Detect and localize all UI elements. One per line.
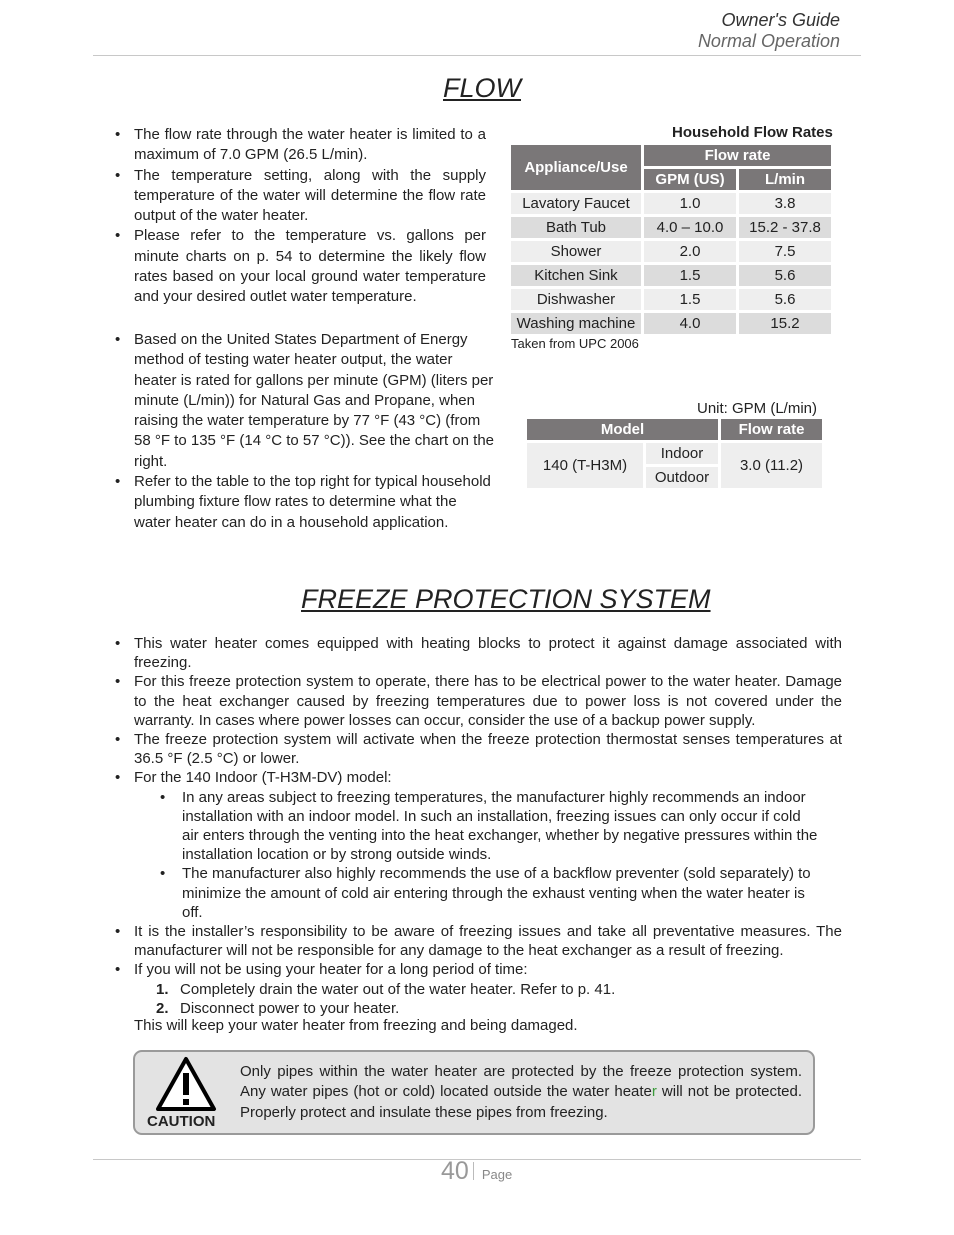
lmin-cell: 5.6 [739, 289, 831, 310]
freeze-step [156, 980, 842, 999]
gpm-cell: 1.5 [644, 265, 736, 286]
flow-bullet-list [112, 125, 486, 308]
freeze-bullet: • The freeze protection system will activate when the freeze protection thermostat senses temperatures at 36.5 °F (2.5 °C) or lower. [112, 730, 842, 768]
flow-bullet: • The temperature setting, along with the supply temperature of the water will determine the flow rate output of the water heater. [112, 166, 486, 227]
freeze-bullet [112, 768, 842, 922]
freeze-bullet: • For this freeze protection system to operate, there has to be electrical power to the water heater. Damage to the heat exchanger caused by freezing temperatures due to power loss is not covered under the warranty. In cases where power losses can occur, consider the use of a backup power supply. [112, 672, 842, 730]
caution-box [133, 1050, 815, 1135]
lmin-cell: 15.2 [739, 313, 831, 334]
freeze-bullet-text: If you will not be using your heater for a long period of time: [134, 961, 528, 979]
freeze-step [156, 999, 842, 1018]
caution-text [240, 1062, 802, 1123]
table-row [511, 265, 831, 286]
freeze-sub-list [158, 788, 818, 922]
table-row [511, 241, 831, 262]
col-header-model: Model [527, 419, 718, 440]
freeze-sub-bullet: • In any areas subject to freezing temperatures, the manufacturer highly recommends an indoor installation with an indoor model. In such an installation, freezing issues can only occur if cold air enters through the venting into the heat exchanger, whether by negative pressures within the installation location or by strong outside winds. [158, 788, 818, 865]
header-guide-title: Owner's Guide [721, 10, 840, 30]
lmin-cell: 15.2 - 37.8 [739, 217, 831, 238]
page-number: 40 [441, 1157, 469, 1185]
freeze-bullet-text: For the 140 Indoor (T-H3M-DV) model: [134, 769, 392, 787]
caution-text-highlight: r [651, 1083, 657, 1101]
step-text: Disconnect power to your heater. [180, 999, 400, 1017]
appliance-cell: Kitchen Sink [511, 265, 641, 286]
caution-text-part: will not be protected. Properly protect and insulate these pipes from freezing. [240, 1083, 802, 1121]
flow-bullet: • Please refer to the temperature vs. gallons per minute charts on p. 54 to determine the likely flow rates based on your local ground water temperature and your desired outlet water temperature. [112, 226, 486, 307]
gpm-cell: 2.0 [644, 241, 736, 262]
col-header-appliance: Appliance/Use [511, 145, 641, 190]
gpm-cell: 1.5 [644, 289, 736, 310]
header-divider [93, 55, 861, 56]
footer-separator [473, 1162, 474, 1180]
gpm-cell: 4.0 [644, 313, 736, 334]
step-number: 1. [156, 980, 169, 998]
gpm-cell: 1.0 [644, 193, 736, 214]
flow-bullet-list-2 [112, 330, 496, 533]
lmin-cell: 5.6 [739, 265, 831, 286]
gpm-cell: 4.0 – 10.0 [644, 217, 736, 238]
caution-label: CAUTION [147, 1113, 216, 1130]
freeze-bullet: • This water heater comes equipped with heating blocks to protect it against damage associated with freezing. [112, 634, 842, 672]
model-flow-table [524, 416, 825, 491]
table-row [511, 217, 831, 238]
outdoor-cell: Outdoor [646, 467, 718, 488]
household-table-title: Household Flow Rates [672, 124, 833, 141]
step-number: 2. [156, 999, 169, 1017]
model-cell: 140 (T-H3M) [527, 443, 643, 488]
flow-bullet: • Refer to the table to the top right for typical household plumbing fixture flow rates to determine what the water heater can do in a household application. [112, 472, 496, 533]
table-row [527, 443, 822, 464]
caution-text-part: Only pipes within the water heater are protected by the freeze protection system. Any water pipes (hot or cold) located outside the water heate [240, 1063, 802, 1101]
appliance-cell: Washing machine [511, 313, 641, 334]
freeze-bullet: • It is the installer’s responsibility to be aware of freezing issues and take all preventative measures. The manufacturer will not be responsible for any damage to the heat exchanger as a result of freezing. [112, 922, 842, 960]
freeze-section-title: FREEZE PROTECTION SYSTEM [301, 584, 711, 614]
table-row [511, 193, 831, 214]
flow-section-title: FLOW [443, 73, 521, 103]
col-header-lmin: L/min [739, 169, 831, 190]
header-section-title: Normal Operation [697, 31, 840, 51]
freeze-closing-text: This will keep your water heater from freezing and being damaged. [134, 1017, 578, 1034]
appliance-cell: Bath Tub [511, 217, 641, 238]
flow-bullet: • The flow rate through the water heater is limited to a maximum of 7.0 GPM (26.5 L/min). [112, 125, 486, 166]
rate-cell: 3.0 (11.2) [721, 443, 822, 488]
freeze-bullet [112, 960, 842, 1018]
household-table-source: Taken from UPC 2006 [511, 336, 639, 351]
page-footer [441, 1157, 512, 1186]
table-row [511, 313, 831, 334]
table-row [511, 289, 831, 310]
lmin-cell: 7.5 [739, 241, 831, 262]
model-table-unit: Unit: GPM (L/min) [697, 400, 818, 417]
household-flow-table [508, 142, 834, 337]
warning-triangle-icon [155, 1056, 217, 1112]
indoor-cell: Indoor [646, 443, 718, 464]
freeze-bullet-list [112, 634, 842, 1018]
page-label: Page [481, 1167, 513, 1182]
freeze-steps-list [156, 980, 842, 1018]
col-header-gpm: GPM (US) [644, 169, 736, 190]
flow-bullet: • Based on the United States Department of Energy method of testing water heater output, the water heater is rated for gallons per minute (GPM) (liters per minute (L/min)) for Natural Gas and Propane, when raising the water temperature by 77 °F (43 °C) (from 58 °F to 135 °F (14 °C to 57 °C)). See the chart on the right. [112, 330, 496, 472]
appliance-cell: Lavatory Faucet [511, 193, 641, 214]
step-text: Completely drain the water out of the water heater. Refer to p. 41. [180, 980, 616, 998]
col-header-flow-rate: Flow rate [644, 145, 831, 166]
freeze-sub-bullet: • The manufacturer also highly recommends the use of a backflow preventer (sold separately) to minimize the amount of cold air entering through the exhaust venting when the water heater is off. [158, 864, 818, 922]
col-header-flow-rate: Flow rate [721, 419, 822, 440]
appliance-cell: Shower [511, 241, 641, 262]
page-header [698, 10, 840, 52]
appliance-cell: Dishwasher [511, 289, 641, 310]
lmin-cell: 3.8 [739, 193, 831, 214]
